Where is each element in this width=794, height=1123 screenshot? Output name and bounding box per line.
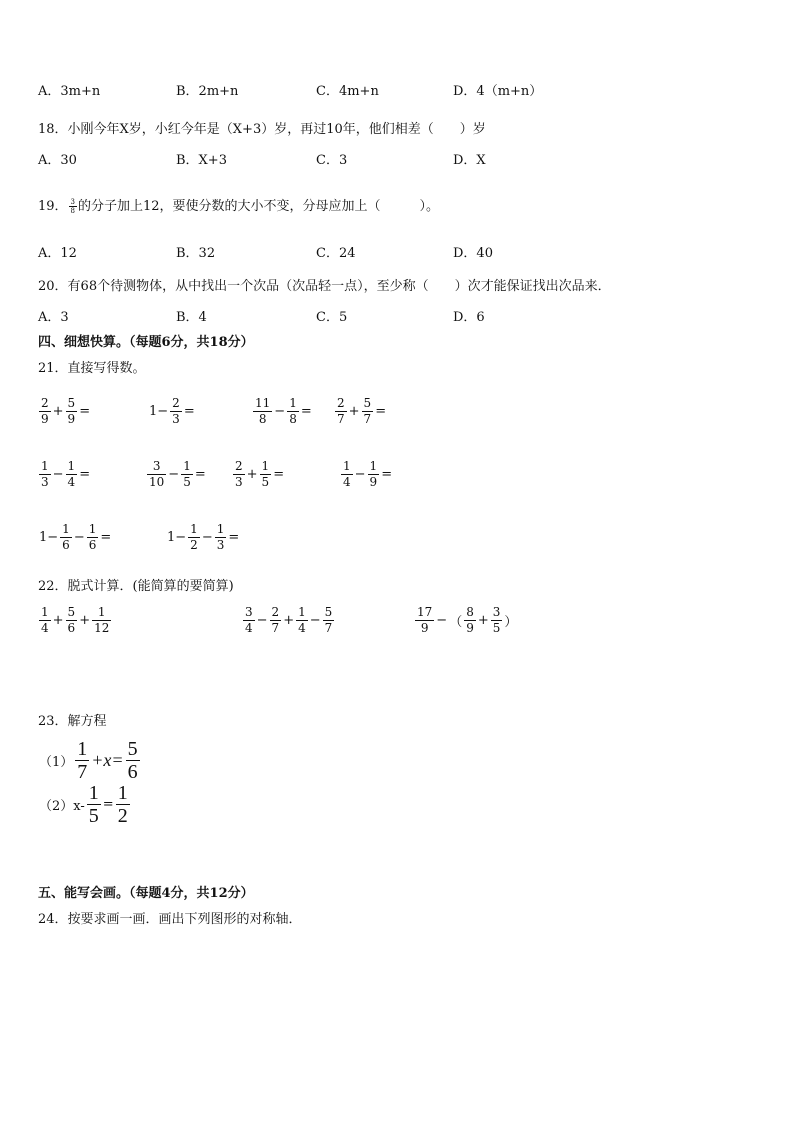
q21-expr-8: $\frac{1}{4}$ − $\frac{1}{9}$ = xyxy=(343,459,393,489)
q22-expr-1: $\frac{1}{4}$ + $\frac{5}{6}$ + $\frac{1}{12}$ xyxy=(41,605,110,635)
q24-text: 24．按要求画一画．画出下列图形的对称轴． xyxy=(38,912,302,927)
q19-option-c: C．24 xyxy=(316,246,356,261)
q22-expr-2: $\frac{3}{4}$ − $\frac{2}{7}$ + $\frac{1}{4}$ − $\frac{5}{7}$ xyxy=(245,605,333,635)
q19-option-a: A．12 xyxy=(38,246,77,261)
q20-option-b: B．4 xyxy=(176,310,207,325)
q18-text: 18．小刚今年X岁，小红今年是（X+3）岁，再过10年，他们相差（ ）岁 xyxy=(38,122,486,137)
q20-text: 20．有68个待测物体，从中找出一个次品（次品轻一点），至少称（ ）次才能保证找出次品来． xyxy=(38,279,611,294)
q18-option-c: C．3 xyxy=(316,153,348,168)
q17-option-d: D．4（m+n） xyxy=(453,84,543,99)
q21-expr-7: $\frac{2}{3}$ + $\frac{1}{5}$ = xyxy=(235,459,285,489)
q19-text xyxy=(38,196,439,218)
q17-option-a: A．3m+n xyxy=(38,84,101,99)
q19-body: 的分子加上12，要使分数的大小不变，分母应加上（ ）。 xyxy=(78,199,440,214)
q21-expr-6: $\frac{3}{10}$ − $\frac{1}{5}$ = xyxy=(149,459,206,489)
q17-option-c: C．4m+n xyxy=(316,84,379,99)
q19-prefix: 19． xyxy=(38,199,68,214)
q22-title: 22．脱式计算．(能简算的要简算) xyxy=(38,579,234,594)
q20-option-c: C．5 xyxy=(316,310,348,325)
q18-option-b: B．X+3 xyxy=(176,153,227,168)
q21-expr-9: 1− $\frac{1}{6}$ − $\frac{1}{6}$ = xyxy=(39,522,112,552)
q20-option-d: D．6 xyxy=(453,310,485,325)
q19-fraction: $\frac{3}{8}$ xyxy=(70,198,76,215)
q23-equation-1: （1） $\frac{1}{7}$ +x= $\frac{5}{6}$ xyxy=(39,738,138,783)
q21-expr-5: $\frac{1}{3}$ − $\frac{1}{4}$ = xyxy=(41,459,91,489)
q20-option-a: A．3 xyxy=(38,310,69,325)
q23-equation-2: （2）x- $\frac{1}{5}$ = $\frac{1}{2}$ xyxy=(39,782,128,827)
q21-expr-1: $\frac{2}{9}$ + $\frac{5}{9}$ = xyxy=(41,396,91,426)
q23-title: 23．解方程 xyxy=(38,714,107,729)
q17-option-b: B．2m+n xyxy=(176,84,239,99)
q19-option-d: D．40 xyxy=(453,246,493,261)
q21-expr-4: $\frac{2}{7}$ + $\frac{5}{7}$ = xyxy=(337,396,387,426)
q22-expr-3: $\frac{17}{9}$ − （ $\frac{8}{9}$ + $\frac{3}{5}$ ） xyxy=(417,605,518,635)
q21-expr-3: $\frac{11}{8}$ − $\frac{1}{8}$ = xyxy=(255,396,312,426)
q19-option-b: B．32 xyxy=(176,246,216,261)
q21-expr-2: 1− $\frac{2}{3}$ = xyxy=(149,396,195,426)
section-4-title: 四、细想快算。（每题6分，共18分） xyxy=(38,335,254,350)
q21-expr-10: 1− $\frac{1}{2}$ − $\frac{1}{3}$ = xyxy=(167,522,240,552)
q21-title: 21．直接写得数。 xyxy=(38,361,146,376)
q18-option-d: D．X xyxy=(453,153,486,168)
section-5-title: 五、能写会画。（每题4分，共12分） xyxy=(38,886,254,901)
q18-option-a: A．30 xyxy=(38,153,77,168)
